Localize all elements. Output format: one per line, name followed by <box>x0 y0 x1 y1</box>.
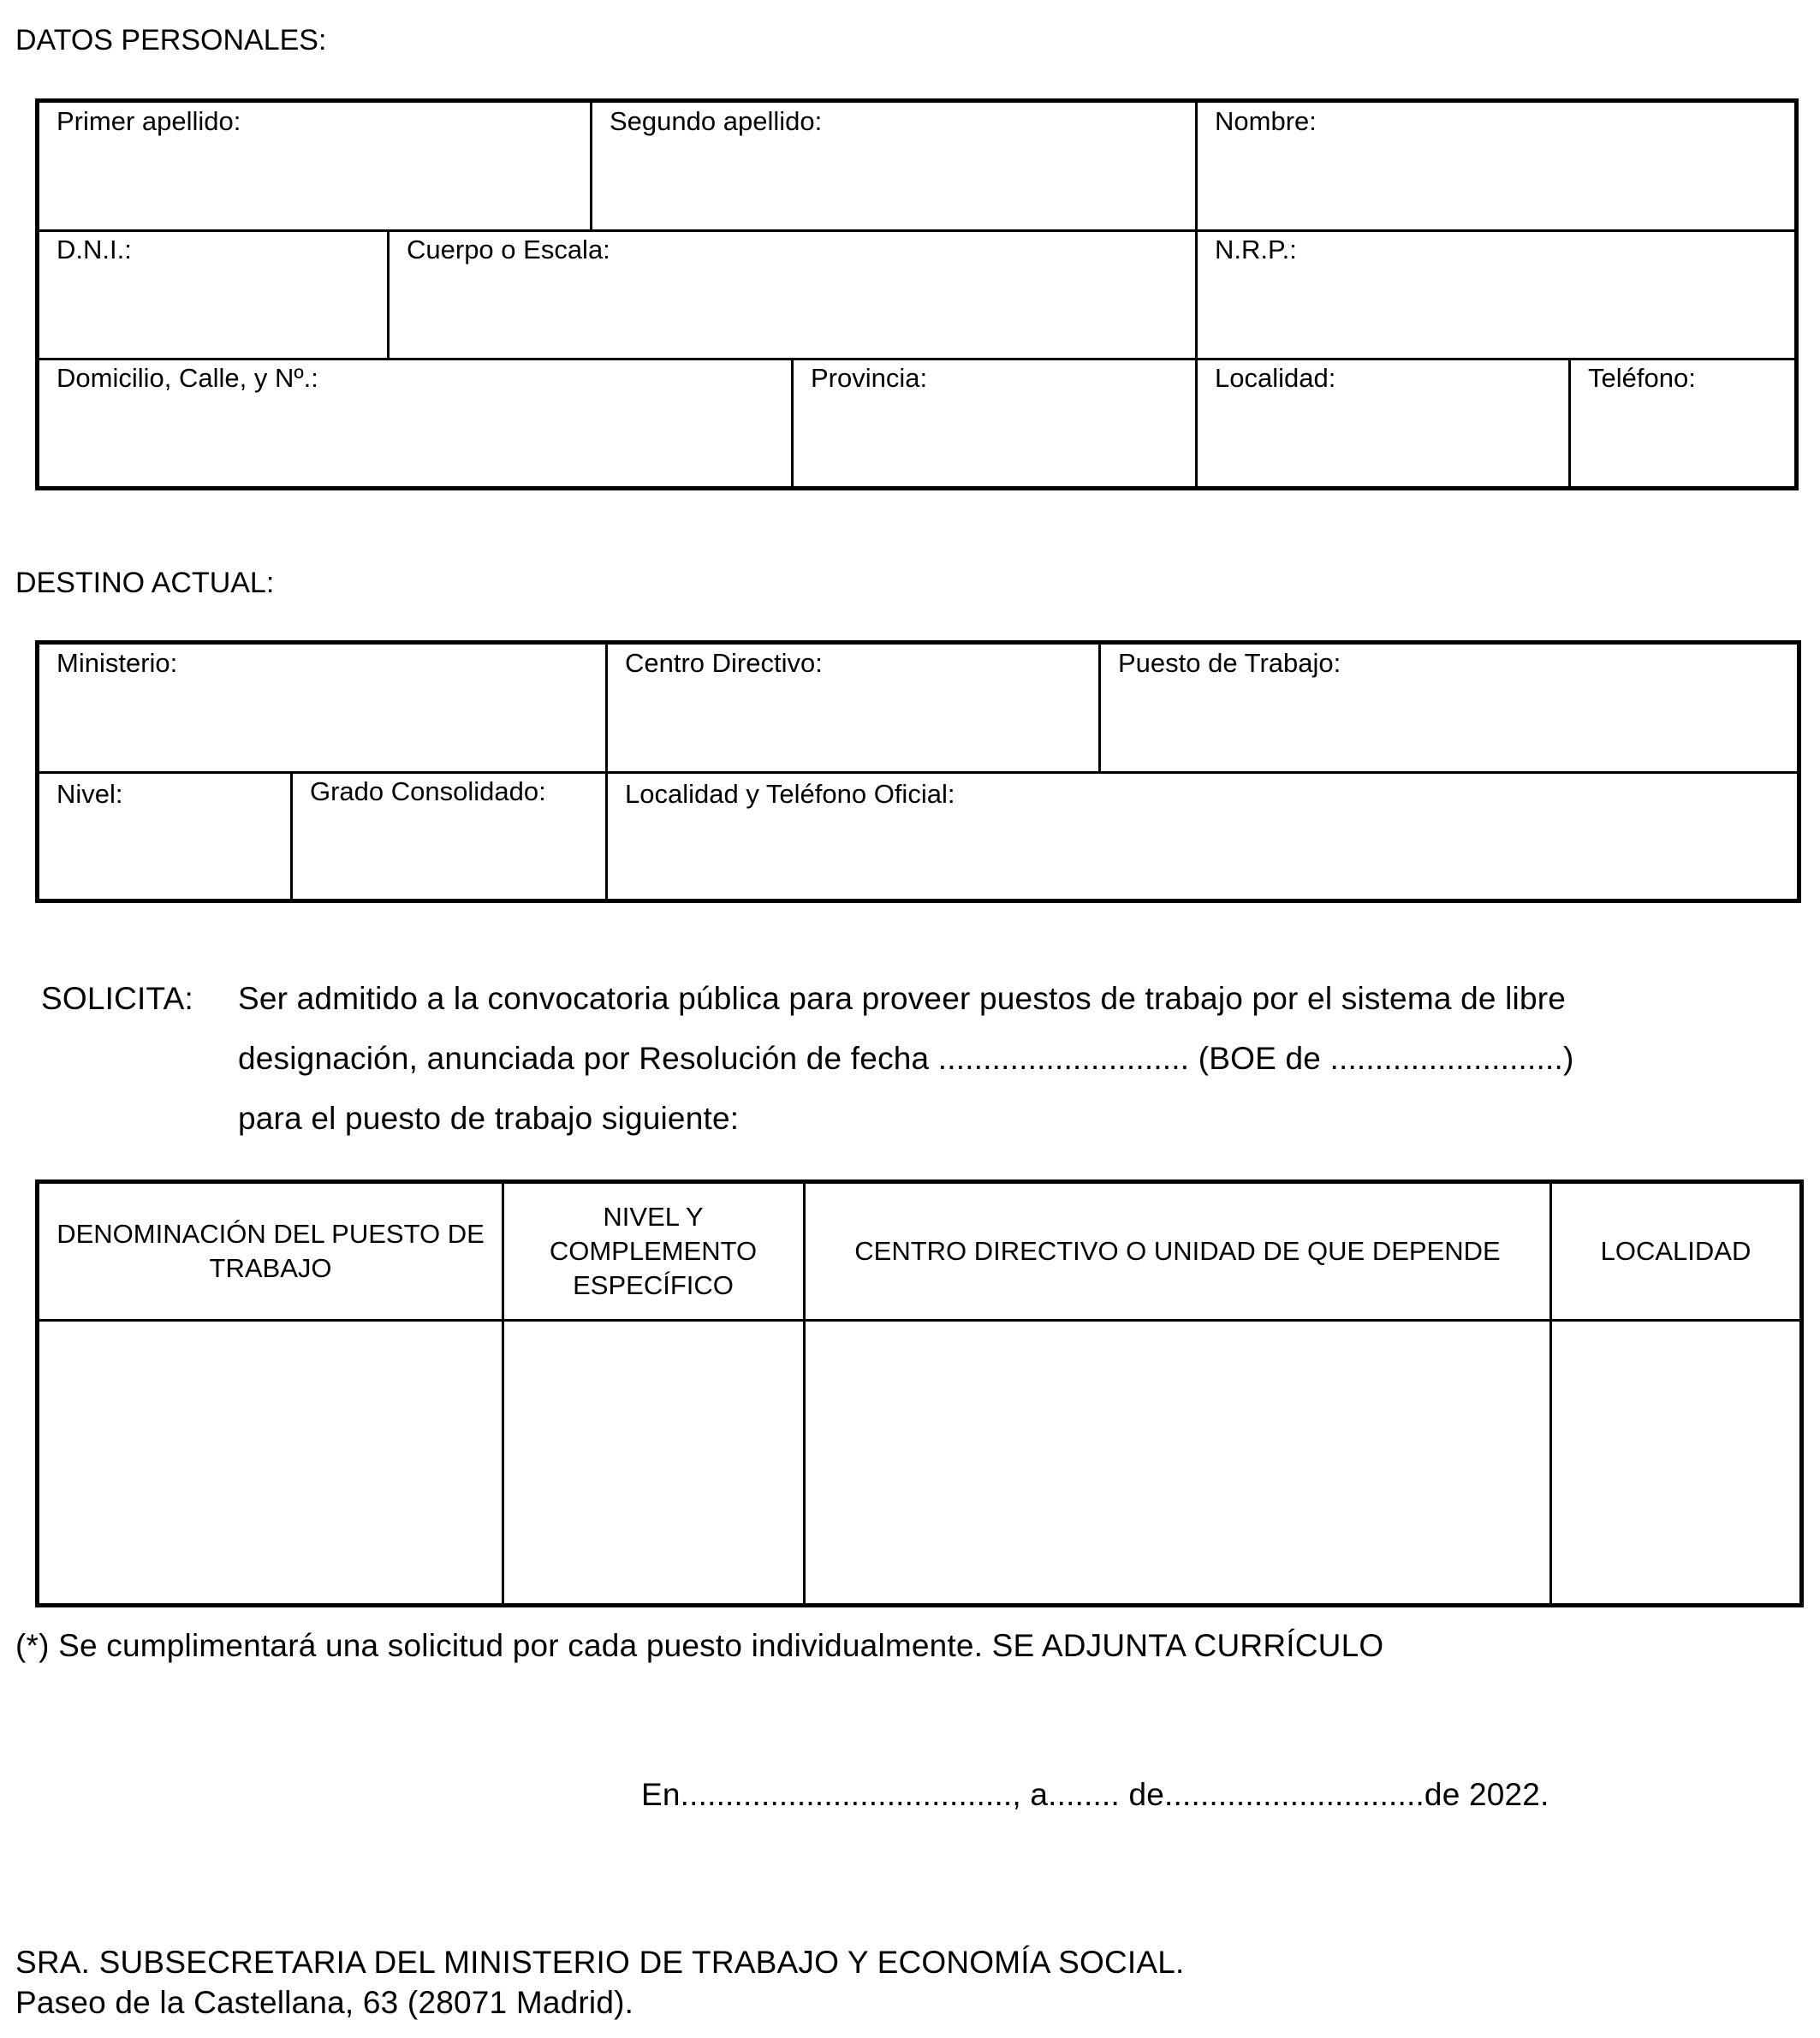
column-header-denominacion: DENOMINACIÓN DEL PUESTO DE TRABAJO <box>57 1219 485 1283</box>
section-heading-destino-actual: DESTINO ACTUAL: <box>15 567 275 599</box>
nivel-field[interactable] <box>39 774 290 899</box>
telefono-label: Teléfono: <box>1588 363 1696 393</box>
ministerio-label: Ministerio: <box>57 648 178 678</box>
primer-apellido-field[interactable] <box>39 103 590 229</box>
denominacion-input-cell[interactable] <box>39 1322 502 1603</box>
localidad-field[interactable] <box>1198 360 1568 486</box>
nombre-label: Nombre: <box>1215 106 1317 136</box>
dni-field[interactable] <box>39 232 387 358</box>
nrp-label: N.R.P.: <box>1215 235 1297 264</box>
grado-consolidado-label: Grado Consolidado: <box>310 776 546 806</box>
puesto-trabajo-label: Puesto de Trabajo: <box>1118 648 1341 678</box>
centro-directivo-label: Centro Directivo: <box>625 648 823 678</box>
puesto-trabajo-field[interactable] <box>1101 645 1797 771</box>
nrp-field[interactable] <box>1198 232 1794 358</box>
ministerio-field[interactable] <box>39 645 605 771</box>
localidad-telefono-oficial-field[interactable] <box>608 774 1797 899</box>
solicita-label: SOLICITA: <box>41 981 193 1016</box>
dni-label: D.N.I.: <box>57 235 132 264</box>
provincia-field[interactable] <box>794 360 1195 486</box>
centro-directivo-input-cell[interactable] <box>806 1322 1549 1603</box>
centro-directivo-field[interactable] <box>608 645 1098 771</box>
localidad-input-cell[interactable] <box>1552 1322 1799 1603</box>
cuerpo-escala-field[interactable] <box>390 232 1195 358</box>
cuerpo-escala-label: Cuerpo o Escala: <box>407 235 610 264</box>
domicilio-label: Domicilio, Calle, y Nº.: <box>57 363 318 393</box>
nivel-label: Nivel: <box>57 779 123 809</box>
localidad-label: Localidad: <box>1215 363 1336 393</box>
telefono-field[interactable] <box>1571 360 1794 486</box>
solicita-text-line-3: para el puesto de trabajo siguiente: <box>238 1101 740 1136</box>
personal-data-form <box>35 98 1799 490</box>
solicita-text-line-1: Ser admitido a la convocatoria pública para proveer puestos de trabajo por el sistema de libre <box>238 981 1567 1016</box>
nivel-complemento-input-cell[interactable] <box>504 1322 803 1603</box>
segundo-apellido-label: Segundo apellido: <box>610 106 823 136</box>
domicilio-field[interactable] <box>39 360 791 486</box>
footnote: (*) Se cumplimentará una solicitud por cada puesto individualmente. SE ADJUNTA CURRÍCULO <box>15 1628 1384 1663</box>
localidad-telefono-oficial-label: Localidad y Teléfono Oficial: <box>625 779 955 809</box>
solicita-text-line-2: designación, anunciada por Resolución de fecha ............................ (BOE de ..........................) <box>238 1041 1574 1076</box>
segundo-apellido-field[interactable] <box>592 103 1195 229</box>
column-header-nivel-complemento: NIVEL Y COMPLEMENTO ESPECÍFICO <box>549 1202 758 1300</box>
requested-posts-table <box>35 1179 1804 1607</box>
section-heading-datos-personales: DATOS PERSONALES: <box>15 24 327 56</box>
addressee-line-1: SRA. SUBSECRETARIA DEL MINISTERIO DE TRABAJO Y ECONOMÍA SOCIAL. <box>15 1945 1185 1980</box>
provincia-label: Provincia: <box>811 363 928 393</box>
column-header-localidad: LOCALIDAD <box>1600 1236 1752 1266</box>
nombre-field[interactable] <box>1198 103 1794 229</box>
date-place-line: En....................................., a........ de.............................de 2022. <box>641 1777 1549 1812</box>
primer-apellido-label: Primer apellido: <box>57 106 241 136</box>
current-post-form <box>35 640 1801 903</box>
grado-consolidado-field[interactable] <box>293 774 605 899</box>
addressee-line-2: Paseo de la Castellana, 63 (28071 Madrid). <box>15 1985 634 2020</box>
column-header-centro-directivo: CENTRO DIRECTIVO O UNIDAD DE QUE DEPENDE <box>854 1236 1501 1266</box>
